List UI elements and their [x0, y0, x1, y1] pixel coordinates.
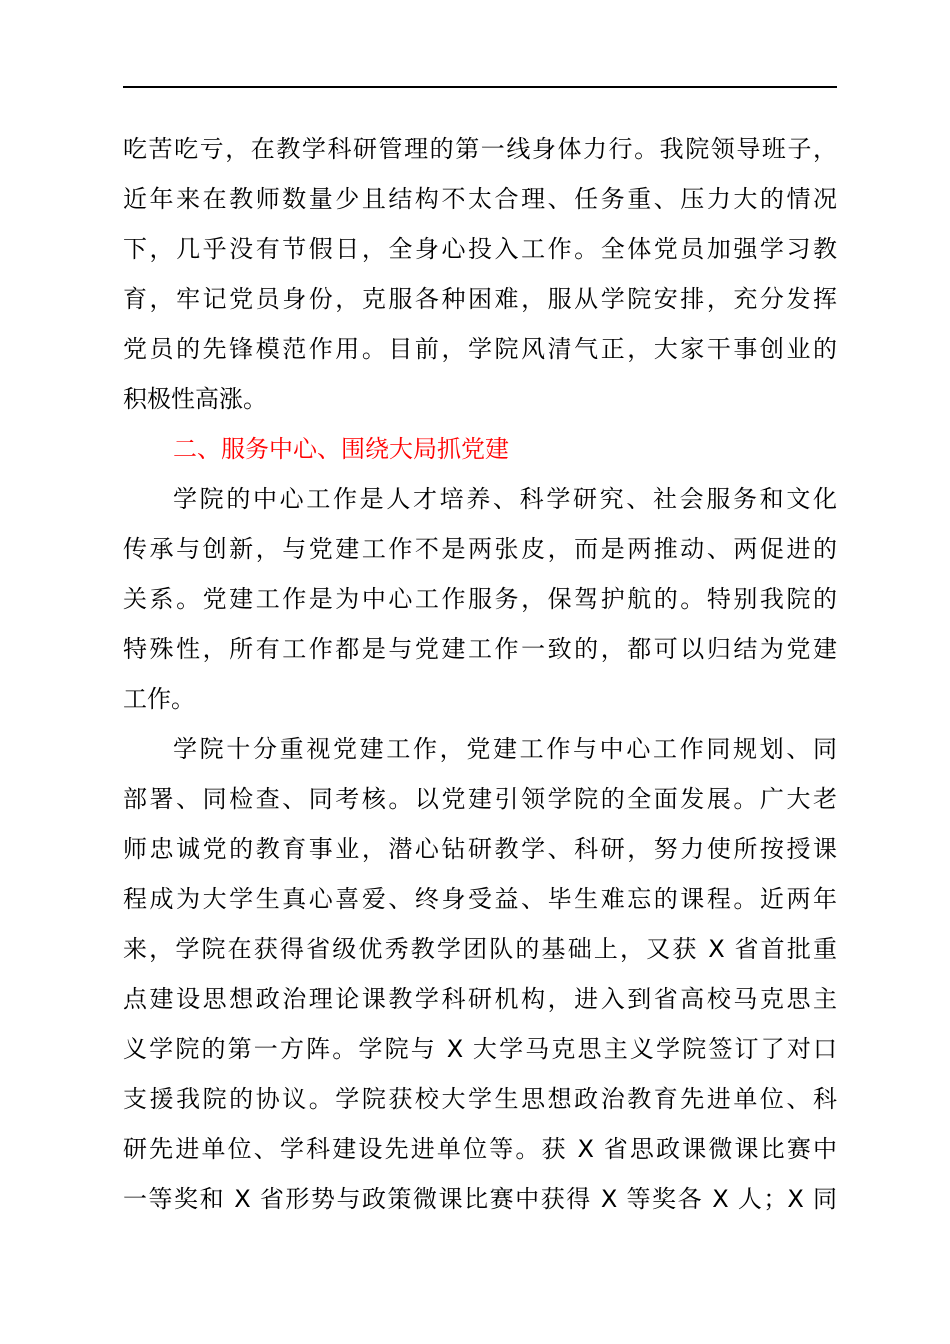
text-line: 关系。党建工作是为中心工作服务，保驾护航的。特别我院的: [123, 585, 837, 613]
text-line: 支援我院的协议。学院获校大学生思想政治教育先进单位、科: [123, 1085, 837, 1113]
text-line: 工作。: [123, 685, 195, 713]
text-line: 传承与创新，与党建工作不是两张皮，而是两推动、两促进的: [123, 535, 837, 563]
text-line: 积极性高涨。: [123, 385, 267, 413]
paragraph-3: [123, 724, 837, 1224]
text-line: 研先进单位、学科建设先进单位等。获 X 省思政课微课比赛中: [123, 1135, 837, 1163]
header-rule: [123, 86, 837, 88]
section-heading: 二、服务中心、围绕大局抓党建: [173, 435, 509, 463]
text-line: 义学院的第一方阵。学院与 X 大学马克思主义学院签订了对口: [123, 1035, 837, 1063]
paragraph-2: [123, 474, 837, 724]
text-line: 特殊性，所有工作都是与党建工作一致的，都可以归结为党建: [123, 635, 837, 663]
text-line: 来，学院在获得省级优秀教学团队的基础上，又获 X 省首批重: [123, 935, 837, 963]
text-line: 下，几乎没有节假日，全身心投入工作。全体党员加强学习教: [123, 235, 837, 263]
document-body: [123, 124, 837, 1224]
text-line: 一等奖和 X 省形势与政策微课比赛中获得 X 等奖各 X 人；X 同: [123, 1185, 837, 1213]
text-line: 育，牢记党员身份，克服各种困难，服从学院安排，充分发挥: [123, 285, 837, 313]
paragraph-1: [123, 124, 837, 424]
text-line: 师忠诚党的教育事业，潜心钻研教学、科研，努力使所按授课: [123, 835, 837, 863]
text-line: 学院的中心工作是人才培养、科学研究、社会服务和文化: [173, 485, 837, 513]
text-line: 学院十分重视党建工作，党建工作与中心工作同规划、同: [173, 735, 837, 763]
text-line: 吃苦吃亏，在教学科研管理的第一线身体力行。我院领导班子，: [123, 135, 837, 163]
text-line: 部署、同检查、同考核。以党建引领学院的全面发展。广大老: [123, 785, 837, 813]
text-line: 点建设思想政治理论课教学科研机构，进入到省高校马克思主: [123, 985, 837, 1013]
text-line: 程成为大学生真心喜爱、终身受益、毕生难忘的课程。近两年: [123, 885, 837, 913]
text-line: 党员的先锋模范作用。目前，学院风清气正，大家干事创业的: [123, 335, 837, 363]
text-line: 近年来在教师数量少且结构不太合理、任务重、压力大的情况: [123, 185, 837, 213]
